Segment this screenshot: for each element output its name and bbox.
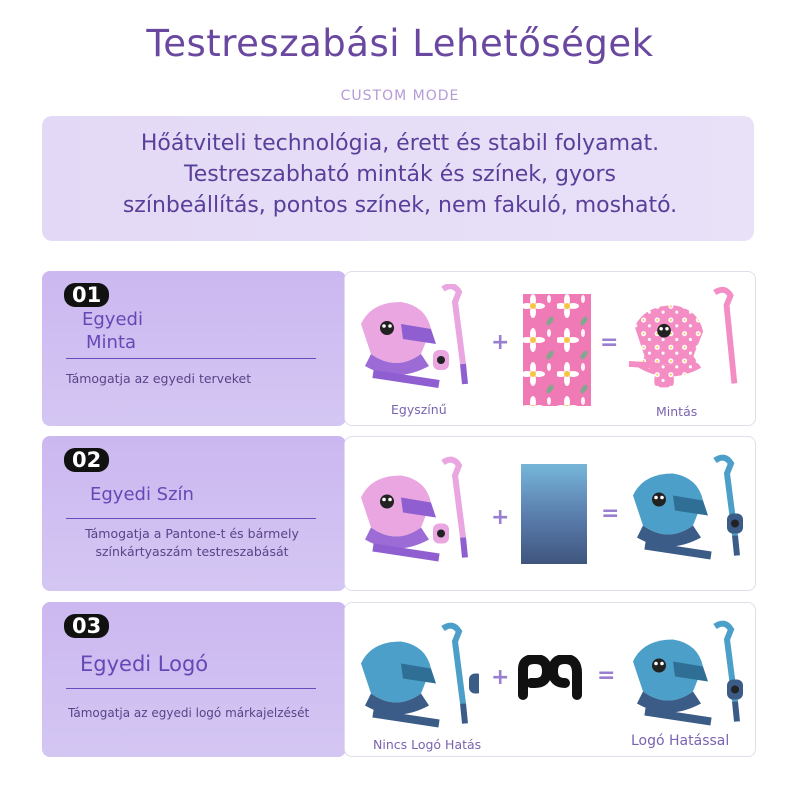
custom-color-row: [42, 436, 754, 591]
pa-logo-icon: [515, 655, 585, 703]
original-color-harness-image: [351, 455, 479, 565]
row-number-badge: 03: [64, 614, 109, 638]
row-title-line-2: Minta: [86, 332, 137, 353]
row-divider: [66, 358, 316, 359]
color-swatch: [521, 464, 587, 564]
no-logo-harness-image: [351, 621, 479, 731]
intro-line-3: színbeállítás, pontos színek, nem fakuló, mosható.: [122, 193, 678, 218]
page-subtitle: CUSTOM MODE: [340, 88, 460, 104]
caption-with-logo: Logó Hatással: [631, 733, 730, 749]
custom-pattern-row: [42, 271, 754, 426]
page-title: Testreszabási Lehetőségek: [146, 22, 654, 65]
row-title: Egyedi Szín: [90, 484, 194, 505]
equals-icon: =: [601, 501, 620, 526]
recolored-harness-image: [623, 453, 751, 563]
logo-harness-image: [623, 619, 751, 729]
row-title-line-1: Egyedi: [82, 309, 143, 330]
row-example-panel: [344, 436, 756, 591]
caption-solid: Egyszínű: [391, 402, 447, 417]
plus-icon: +: [491, 665, 510, 690]
row-label-panel: [42, 436, 346, 591]
row-description-line-2: színkártyaszám testreszabását: [95, 544, 289, 559]
equals-icon: =: [600, 330, 619, 355]
caption-patterned: Mintás: [656, 404, 698, 419]
intro-line-1: Hőátviteli technológia, érett és stabil folyamat.: [140, 131, 660, 156]
row-number-badge: 02: [64, 448, 109, 472]
row-example-panel: [344, 602, 756, 757]
row-example-panel: [344, 271, 756, 426]
intro-text: [0, 128, 800, 221]
row-divider: [66, 518, 316, 519]
pattern-swatch: [523, 294, 591, 406]
row-title: Egyedi Logó: [80, 652, 209, 676]
plus-icon: +: [491, 505, 510, 530]
custom-logo-row: [42, 602, 754, 757]
row-description: Támogatja az egyedi logó márkajelzését: [68, 706, 310, 720]
row-description-line-1: Támogatja a Pantone-t és bármely: [85, 526, 299, 541]
patterned-harness-image: [625, 284, 750, 394]
equals-icon: =: [597, 663, 616, 688]
plus-icon: +: [491, 330, 510, 355]
solid-harness-image: [351, 284, 479, 389]
row-divider: [66, 688, 316, 689]
row-description: [64, 525, 320, 561]
row-number-badge: 01: [64, 283, 109, 307]
row-label-panel: [42, 271, 346, 426]
intro-line-2: Testreszabható minták és színek, gyors: [184, 162, 616, 187]
caption-no-logo: Nincs Logó Hatás: [373, 737, 482, 752]
row-label-panel: [42, 602, 346, 757]
row-description: Támogatja az egyedi terveket: [66, 371, 252, 386]
